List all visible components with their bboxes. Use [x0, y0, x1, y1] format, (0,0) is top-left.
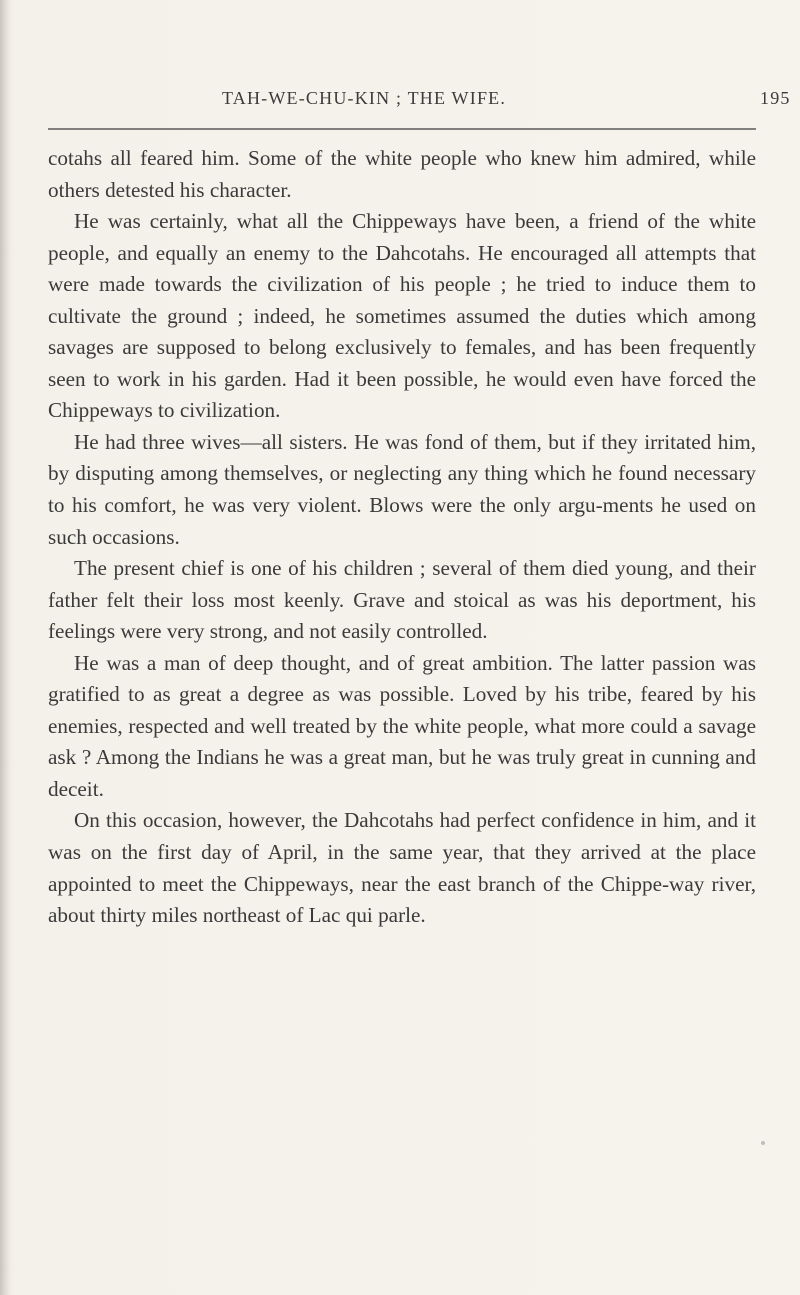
paragraph-6: On this occasion, however, the Dahcotahs had perfect confidence in him, and it was on the first day of April, in the same year, that they arrived at the place appointed to meet the Chippeways, near the east branch of the Chippe-way river, about thirty miles northeast of Lac qui parle.	[48, 808, 756, 928]
paper-speck	[761, 1141, 765, 1145]
paragraph-5: He was a man of deep thought, and of great ambition. The latter passion was gratified to as great a degree as was possible. Loved by his tribe, feared by his enemies, respected and well treated by the white people, what more could a savage ask ? Among the Indians he was a great man, but he was truly great in cunning and deceit.	[48, 650, 756, 801]
paragraph-1: cotahs all feared him. Some of the white people who knew him admired, while others detested his character.	[48, 146, 756, 202]
body-text	[48, 143, 756, 932]
paragraph-3: He had three wives—all sisters. He was fond of them, but if they irritated him, by disputing among themselves, or neglecting any thing which he found necessary to his comfort, he was very violent. Blows were the only argu-ments he used on such occasions.	[48, 429, 756, 549]
header-rule	[48, 128, 756, 130]
page-gutter-shadow	[0, 0, 10, 1295]
running-title: TAH-WE-CHU-KIN ; THE WIFE.	[222, 88, 507, 108]
paragraph-2: He was certainly, what all the Chippeways have been, a friend of the white people, and equally an enemy to the Dahcotahs. He encouraged all attempts that were made towards the civilization of his people ; he tried to induce them to cultivate the ground ; indeed, he sometimes assumed the duties which among savages are supposed to belong exclusively to females, and has been frequently seen to work in his garden. Had it been possible, he would even have forced the Chippeways to civilization.	[48, 209, 756, 423]
page-number: 195	[760, 88, 791, 108]
paragraph-4: The present chief is one of his children ; several of them died young, and their father felt their loss most keenly. Grave and stoical as was his deportment, his feelings were very strong, and not easily controlled.	[48, 556, 756, 644]
